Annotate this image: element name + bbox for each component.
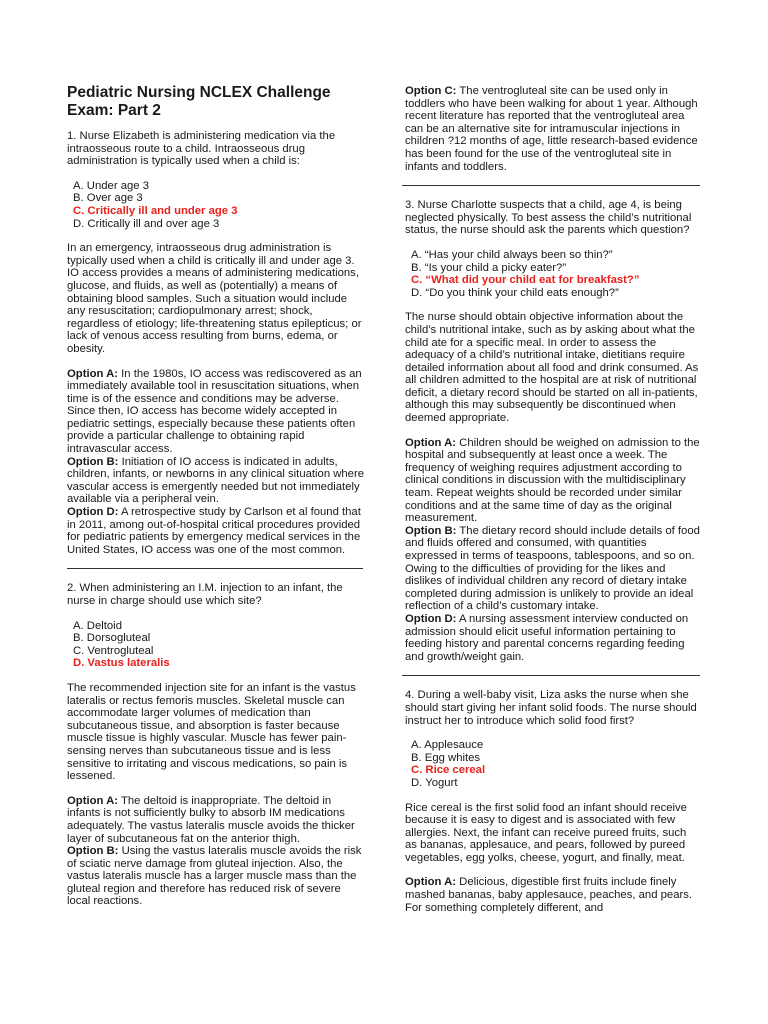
q3-opt-b-text: The dietary record should include details of food and fluids offered and consumed, with quantities expressed in terms of teaspoons, tablespoons, and so on. Owing to the difficulties of providing for the likes and dislikes of individual children any record of dietary intake completed during admission is unlikely to provide an ideal reflection of a child’s customary intake. <box>405 524 700 613</box>
q1-option-b: B. Over age 3 <box>73 192 143 205</box>
q3-opt-b-label: Option B: <box>405 524 457 537</box>
divider <box>67 568 363 569</box>
q4-opt-a-text: Delicious, digestible first fruits include finely mashed bananas, baby applesauce, peaches, and pears. For something completely different, and <box>405 876 693 914</box>
q3-option-d: D. “Do you think your child eats enough?” <box>411 286 619 299</box>
question-1 <box>67 130 365 556</box>
q1-opt-d-text: A retrospective study by Carlson et al found that in 2011, among out-of-hospital critical procedures provided for pediatric patients by emergency medical services in the United States, IO access was one of the most common. <box>67 506 361 556</box>
q4-opt-a-label: Option A: <box>405 876 457 889</box>
q1-opt-a-label: Option A: <box>67 367 119 380</box>
q3-option-a: A. “Has your child always been so thin?” <box>411 248 613 261</box>
question-3-options <box>405 249 700 299</box>
question-3 <box>405 199 700 663</box>
question-4 <box>405 689 700 914</box>
q4-option-c-correct: C. Rice cereal <box>411 764 486 777</box>
q2-option-b-rationale <box>67 845 365 908</box>
q4-option-b: B. Egg whites <box>411 751 481 764</box>
question-2 <box>67 582 365 908</box>
q2-opt-c-label: Option C: <box>405 85 457 97</box>
q4-option-a-rationale <box>405 876 700 914</box>
q2-option-c: C. Ventrogluteal <box>73 644 154 657</box>
q3-explanation: The nurse should obtain objective information about the child’s nutritional intake, such as by asking about what the child ate for a specific meal. In order to assess the adequacy of a child’s nutritional intake, dietitians require detailed information about all food and drink consumed. As all children admitted to the hospital are at risk of nutritional deficit, a dietary record should be started on all in-patients, although this may subsequently be discontinued when deemed appropriate. <box>405 311 699 425</box>
q1-option-d-rationale <box>67 506 365 556</box>
question-1-options <box>67 180 365 230</box>
page-title: Pediatric Nursing NCLEX Challenge Exam: Part 2 <box>67 84 331 119</box>
q2-opt-b-label: Option B: <box>67 845 119 858</box>
question-3-text: 3. Nurse Charlotte suspects that a child, age 4, is being neglected physically. To best assess the child’s nutritional status, the nurse should ask the parents which question? <box>405 199 692 237</box>
q3-option-c-correct: C. “What did your child eat for breakfast?” <box>411 274 640 287</box>
q4-explanation: Rice cereal is the first solid food an infant should receive because it is easy to digest and is associated with few allergies. Next, the infant can receive pureed fruits, such as bananas, applesauce, and pears, followed by pureed vegetables, egg yolks, cheese, yogurt, and finally, meat. <box>405 801 687 864</box>
q2-option-a-rationale <box>67 795 365 845</box>
right-column <box>405 85 700 914</box>
q1-opt-b-text: Initiation of IO access is indicated in adults, children, infants, or newborns in any clinical situation where vascular access is emergently needed but not immediately available via a peripheral vein. <box>67 455 365 506</box>
q3-opt-a-text: Children should be weighed on admission to the hospital and subsequently at least once a week. The frequency of weighing requires adjustment according to clinical conditions in discussion with the multidisciplinary team. Repeat weights should be recorded under similar conditions and at the same time of day as the original measurement. <box>405 436 700 525</box>
q2-option-a: A. Deltoid <box>73 619 122 632</box>
q1-option-a: A. Under age 3 <box>73 179 149 192</box>
question-2-options <box>67 620 365 670</box>
q3-opt-d-label: Option D: <box>405 612 457 625</box>
q1-option-a-rationale <box>67 368 365 456</box>
q3-option-b: B. “Is your child a picky eater?” <box>411 261 567 274</box>
q2-explanation: The recommended injection site for an infant is the vastus lateralis or rectus femoris muscles. Skeletal muscle can accommodate larger volumes of medication than subcutaneous tissue, and absorption is faster because muscle tissue is highly vascular. Muscle has fewer pain-sensing nerves than subcutaneous tissue and is less sensitive to irritating and viscous medications, so pain is lessened. <box>67 681 356 783</box>
q3-option-a-rationale <box>405 437 700 525</box>
question-4-text: 4. During a well-baby visit, Liza asks the nurse when she should start giving her infant solid foods. The nurse should instruct her to introduce which solid food first? <box>405 689 697 727</box>
q1-option-d: D. Critically ill and over age 3 <box>73 217 220 230</box>
q2-option-c-rationale <box>405 85 700 173</box>
q2-opt-b-text: Using the vastus lateralis muscle avoids the risk of sciatic nerve damage from gluteal injection. Also, the vastus lateralis muscle has a larger muscle mass than the gluteal region and therefore has reduced risk of severe local reactions. <box>67 845 362 908</box>
question-1-text: 1. Nurse Elizabeth is administering medication via the intraosseous route to a child. Intraosseous drug administration is typically used when a child is: <box>67 130 336 168</box>
q1-opt-a-text: In the 1980s, IO access was rediscovered as an immediately available tool in resuscitation situations, when time is of the essence and conditions may be adverse. Since then, IO access has become widely accepted in pediatric settings, especially because these patients often provide a particular challenge to obtaining rapid intravascular access. <box>67 367 362 456</box>
left-column <box>67 84 365 908</box>
q1-explanation: In an emergency, intraosseous drug administration is typically used when a child is critically ill and under age 3. IO access provides a means of administering medications, glucose, and fluids, as well as (potentially) a means of obtaining blood samples. Such a situation would include any resuscitation; cardiopulmonary arrest; shock, regardless of etiology; life-threatening status epilepticus; or lack of venous access resulting from burns, edema, or obesity. <box>67 242 362 355</box>
q4-option-d: D. Yogurt <box>411 776 458 789</box>
q2-option-d-correct: D. Vastus lateralis <box>73 657 170 670</box>
q1-opt-d-label: Option D: <box>67 506 119 519</box>
q3-option-b-rationale <box>405 525 700 613</box>
divider <box>402 675 700 676</box>
q1-opt-b-label: Option B: <box>67 455 119 468</box>
q2-option-b: B. Dorsogluteal <box>73 632 151 645</box>
divider <box>402 185 700 186</box>
q2-opt-a-text: The deltoid is inappropriate. The deltoid in infants is not sufficiently bulky to absorb IM medications adequately. The vastus lateralis muscle avoids the thicker layer of subcutaneous fat on the anterior thigh. <box>67 794 355 845</box>
q3-opt-d-text: A nursing assessment interview conducted on admission should elicit useful information pertaining to feeding history and parental concerns regarding feeding and growth/weight gain. <box>405 612 689 663</box>
q2-opt-c-text: The ventrogluteal site can be used only in toddlers who have been walking for about 1 year. Although recent literature has reported that the ventrogluteal area can be an alternative site for intramuscular injections in children ?12 months of age, little research-based evidence has been found for the use of the ventrogluteal site in infants and toddlers. <box>405 85 698 173</box>
q3-opt-a-label: Option A: <box>405 436 457 449</box>
q4-option-a: A. Applesauce <box>411 739 484 752</box>
q1-option-c-correct: C. Critically ill and under age 3 <box>73 204 238 217</box>
question-4-options <box>405 739 700 789</box>
q1-option-b-rationale <box>67 456 365 506</box>
q2-opt-a-label: Option A: <box>67 794 119 807</box>
q3-option-d-rationale <box>405 613 700 663</box>
question-2-text: 2. When administering an I.M. injection to an infant, the nurse in charge should use which site? <box>67 582 343 607</box>
